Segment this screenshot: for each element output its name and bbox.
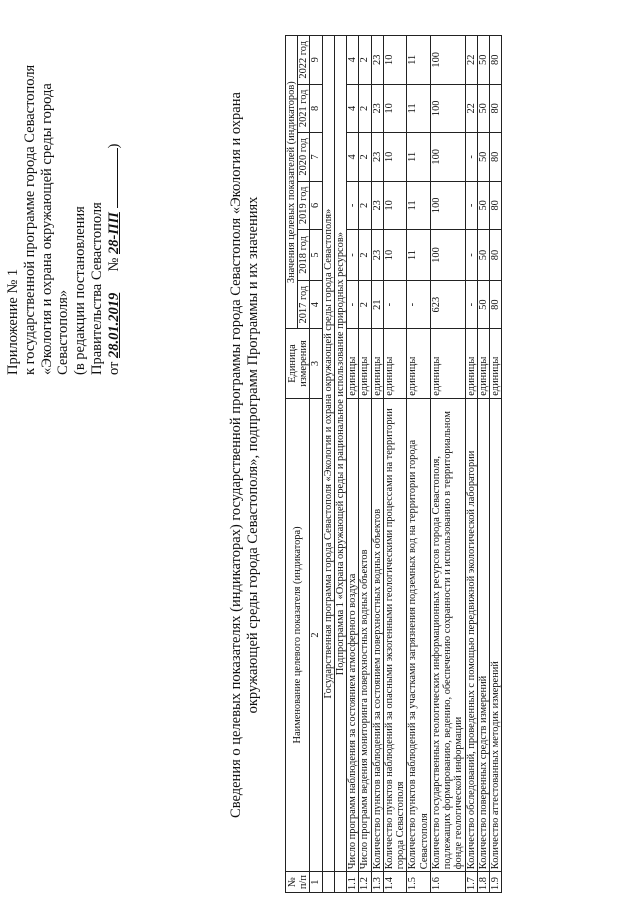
indicator-name: Количество поверенных средств измерений — [477, 398, 489, 872]
indicator-name: Количество пунктов наблюдений за участками загрязнения подземных вод на территории города Севастополя — [407, 398, 430, 872]
value-cell: 11 — [407, 36, 430, 85]
value-cell: - — [465, 133, 477, 182]
program-title: Государственная программа города Севастополя «Экология и охрана окружающей среды города Севастополя» — [322, 36, 334, 872]
column-number: 1 — [310, 872, 322, 893]
value-cell: 50 — [477, 230, 489, 281]
value-cell: 11 — [407, 84, 430, 133]
unit-cell: единицы — [383, 329, 406, 398]
date-prefix: от — [105, 361, 122, 375]
value-cell: 80 — [489, 181, 501, 230]
value-cell: 80 — [489, 133, 501, 182]
appendix-line: Правительства Севастополя — [89, 202, 106, 375]
value-cell: - — [347, 280, 359, 329]
column-number: 7 — [310, 133, 322, 182]
table-row — [383, 36, 406, 893]
appendix-line: Севастополя» — [55, 289, 72, 375]
title-line: окружающей среды города Севастополя», подпрограмм Программы и их значениях — [245, 196, 262, 714]
appendix-block — [5, 15, 123, 375]
row-number: 1.1 — [347, 872, 359, 893]
row-number: 1.2 — [359, 872, 371, 893]
value-cell: - — [465, 181, 477, 230]
value-cell: 50 — [477, 36, 489, 85]
table-row — [371, 36, 383, 893]
value-cell: 10 — [383, 181, 406, 230]
value-cell: 23 — [371, 84, 383, 133]
column-number: 4 — [310, 280, 322, 329]
title-line: Сведения о целевых показателях (индикаторах) государственной программы города Севастополя «Экология и охрана — [228, 92, 244, 818]
header-year: 2020 год — [298, 133, 310, 182]
value-cell: 80 — [489, 84, 501, 133]
table-row — [465, 36, 477, 893]
value-cell: 11 — [407, 133, 430, 182]
header-unit: Единица измерения — [286, 329, 310, 398]
program-row — [322, 36, 334, 893]
value-cell: 50 — [477, 84, 489, 133]
indicator-name: Количество пунктов наблюдений за состоянием поверхностных водных объектов — [371, 398, 383, 872]
indicator-name: Число программ наблюдения за состоянием атмосферного воздуха — [347, 398, 359, 872]
value-cell: 4 — [347, 36, 359, 85]
value-cell: 100 — [430, 181, 465, 230]
column-number: 3 — [310, 329, 322, 398]
unit-cell: единицы — [347, 329, 359, 398]
handwritten-number: 28-ПП — [105, 212, 122, 254]
row-number: 1.7 — [465, 872, 477, 893]
value-cell: 11 — [407, 181, 430, 230]
indicator-name: Количество обследований, проведенных с помощью передвижной экологической лаборатории — [465, 398, 477, 872]
value-cell: 2 — [359, 230, 371, 281]
value-cell: 23 — [371, 230, 383, 281]
value-cell: 10 — [383, 133, 406, 182]
table-row — [407, 36, 430, 893]
value-cell: 100 — [430, 84, 465, 133]
value-cell: 80 — [489, 230, 501, 281]
unit-cell: единицы — [489, 329, 501, 398]
unit-cell: единицы — [465, 329, 477, 398]
header-name: Наименование целевого показателя (индикатора) — [286, 398, 310, 872]
row-number: 1.6 — [430, 872, 465, 893]
table-row — [347, 36, 359, 893]
value-cell: 21 — [371, 280, 383, 329]
header-num: № п/п — [286, 872, 310, 893]
value-cell: 22 — [465, 84, 477, 133]
value-cell: 2 — [359, 84, 371, 133]
header-year: 2018 год — [298, 230, 310, 281]
indicators-table — [285, 35, 502, 893]
row-number: 1.4 — [383, 872, 406, 893]
value-cell: 80 — [489, 36, 501, 85]
value-cell: 2 — [359, 181, 371, 230]
number-prefix: № — [105, 257, 122, 272]
value-cell: 100 — [430, 133, 465, 182]
value-cell: - — [465, 280, 477, 329]
header-year: 2019 год — [298, 181, 310, 230]
value-cell: 50 — [477, 280, 489, 329]
header-row — [286, 36, 298, 893]
value-cell: 50 — [477, 133, 489, 182]
value-cell: 23 — [371, 133, 383, 182]
header-year: 2017 год — [298, 280, 310, 329]
value-cell: 23 — [371, 36, 383, 85]
indicator-name: Количество государственных геологических информационных ресурсов города Севастополя, подлежащих формированию, ведению, обеспечению сохранности и использованию в территориальном фонде геологической информации — [430, 398, 465, 872]
column-number: 9 — [310, 36, 322, 85]
value-cell: 11 — [407, 230, 430, 281]
value-cell: - — [347, 181, 359, 230]
appendix-line: (в редакции постановления — [72, 206, 89, 375]
unit-cell: единицы — [477, 329, 489, 398]
value-cell: 100 — [430, 36, 465, 85]
value-cell: - — [347, 230, 359, 281]
value-cell: 80 — [489, 280, 501, 329]
value-cell: 2 — [359, 280, 371, 329]
value-cell: - — [407, 280, 430, 329]
value-cell: 10 — [383, 84, 406, 133]
unit-cell: единицы — [430, 329, 465, 398]
document-title — [228, 45, 263, 865]
table-row — [359, 36, 371, 893]
indicator-name: Количество пунктов наблюдений за опасными экзогенными геологическими процессами на территории города Севастополя — [383, 398, 406, 872]
appendix-line: «Экология и охрана окружающей среды города — [38, 83, 55, 375]
value-cell: 2 — [359, 133, 371, 182]
close-paren: ) — [105, 143, 122, 149]
indicator-name: Число программ ведения мониторинга поверхностных водных объектов — [359, 398, 371, 872]
value-cell: 100 — [430, 230, 465, 281]
value-cell: 623 — [430, 280, 465, 329]
unit-cell: единицы — [371, 329, 383, 398]
appendix-line: к государственной программе города Севастополя — [21, 64, 38, 375]
column-numbers-row — [310, 36, 322, 893]
value-cell: 50 — [477, 181, 489, 230]
unit-cell: единицы — [407, 329, 430, 398]
value-cell: 2 — [359, 36, 371, 85]
value-cell: 10 — [383, 36, 406, 85]
header-year: 2022 год — [298, 36, 310, 85]
subprogram-row — [334, 36, 346, 893]
row-number: 1.3 — [371, 872, 383, 893]
indicator-name: Количество аттестованных методик измерений — [489, 398, 501, 872]
value-cell: 10 — [383, 230, 406, 281]
value-cell: - — [465, 230, 477, 281]
table-body — [347, 36, 502, 893]
unit-cell: единицы — [359, 329, 371, 398]
handwritten-date: 28.01.2019 — [105, 292, 122, 358]
column-number: 6 — [310, 181, 322, 230]
header-year: 2021 год — [298, 84, 310, 133]
row-number: 1.9 — [489, 872, 501, 893]
subprogram-title: Подпрограмма 1 «Охрана окружающей среды и рациональное использование природных ресурсов» — [334, 36, 346, 872]
table-row — [477, 36, 489, 893]
table-row — [430, 36, 465, 893]
column-number: 8 — [310, 84, 322, 133]
value-cell: 4 — [347, 133, 359, 182]
row-number: 1.8 — [477, 872, 489, 893]
column-number: 5 — [310, 230, 322, 281]
table-row — [489, 36, 501, 893]
row-number: 1.5 — [407, 872, 430, 893]
appendix-line: Приложение № 1 — [5, 268, 21, 375]
value-cell: 23 — [371, 181, 383, 230]
appendix-date-line — [106, 15, 123, 375]
column-number: 2 — [310, 398, 322, 872]
value-cell: 22 — [465, 36, 477, 85]
value-cell: - — [383, 280, 406, 329]
value-cell: 4 — [347, 84, 359, 133]
header-values: Значения целевых показателей (индикаторов) — [286, 36, 298, 329]
